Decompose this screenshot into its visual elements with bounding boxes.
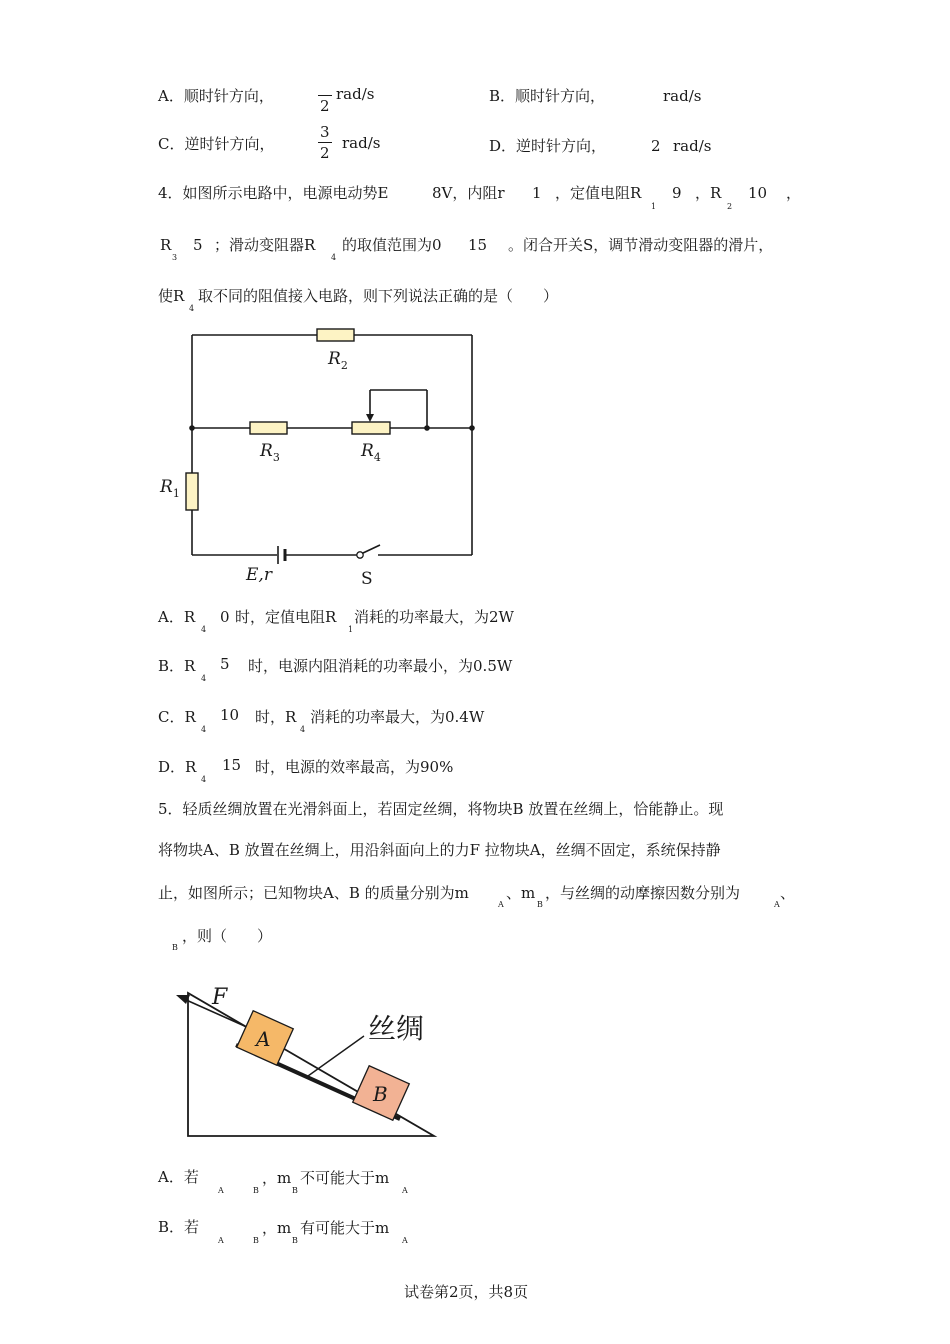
q3-c-fraction-bar xyxy=(318,142,332,143)
switch-contact xyxy=(357,552,363,558)
q3-c-numerator: 3 xyxy=(320,123,330,141)
q4-line3-a: 使R xyxy=(158,287,185,305)
q3-a-denominator: 2 xyxy=(320,97,330,115)
label-source: E,r xyxy=(246,565,272,585)
q4-line2-e: 15 xyxy=(468,236,488,254)
q5-a-post: 不可能大于m xyxy=(300,1169,390,1187)
silk-label: 丝绸 xyxy=(368,1012,425,1045)
q4-c-pre: C．R xyxy=(158,708,196,726)
junction-slider xyxy=(424,425,430,431)
q4-d-val: 15 xyxy=(222,756,242,774)
label-r4: $R_4$ xyxy=(361,441,381,464)
q4-d-pre: D．R xyxy=(158,758,197,776)
junction-left xyxy=(189,425,195,431)
q5-line3-a: 止，如图所示；已知物块A、B 的质量分别为m xyxy=(158,884,469,902)
q3-a-fraction-bar xyxy=(318,95,332,96)
q4-line2-f: 。闭合开关S，调节滑动变阻器的滑片， xyxy=(508,236,774,254)
q5-sub-a: A xyxy=(498,900,504,909)
q5-b-mu-sub-a: A xyxy=(218,1236,224,1245)
label-r1: $R_1$ xyxy=(160,477,180,500)
q3-d-label: D．逆时针方向， xyxy=(489,137,607,155)
q4-sub-2: 2 xyxy=(727,202,733,211)
q3-a-unit: rad/s xyxy=(336,85,375,103)
q4-line3-sub: 4 xyxy=(189,304,195,313)
page-footer: 试卷第2页，共8页 xyxy=(404,1283,529,1301)
q4-sub-4: 4 xyxy=(331,253,337,262)
q5-line3-c: ，与丝绸的动摩擦因数分别为 xyxy=(545,884,741,902)
resistor-r1 xyxy=(186,473,198,510)
q5-a-sub-b: B xyxy=(292,1186,298,1195)
resistor-r2 xyxy=(317,329,354,341)
q4-line2-c: ；滑动变阻器R xyxy=(214,236,316,254)
q4-line1-f: ，R xyxy=(695,184,722,202)
q5-mu-sub-b: B xyxy=(172,943,178,952)
q3-d-unit: rad/s xyxy=(673,137,712,155)
q5-a-mu-sub-a: A xyxy=(218,1186,224,1195)
q5-b-sub-b: B xyxy=(292,1236,298,1245)
q3-b-unit: rad/s xyxy=(663,87,702,105)
q4-a-pre: A．R xyxy=(158,608,196,626)
q4-line1-e: 9 xyxy=(672,184,682,202)
q5-sub-b: B xyxy=(537,900,543,909)
label-switch: S xyxy=(361,569,373,589)
q5-a-mu-sub-b: B xyxy=(253,1186,259,1195)
q4-line2-b: 5 xyxy=(193,236,203,254)
q5-b-post: 有可能大于m xyxy=(300,1219,390,1237)
label-r2: $R_2$ xyxy=(328,349,348,372)
q4-c-sub-r4: 4 xyxy=(300,725,306,734)
q4-c-post: 时，R xyxy=(255,708,297,726)
q5-line4: ，则（ ） xyxy=(182,927,273,945)
q4-c-post2: 消耗的功率最大，为0.4W xyxy=(310,708,485,726)
q4-c-val: 10 xyxy=(220,706,240,724)
q4-b-pre: B．R xyxy=(158,657,196,675)
q4-line1-h: ， xyxy=(786,184,802,202)
q3-b-label: B．顺时针方向， xyxy=(489,87,606,105)
q5-line3-b: 、m xyxy=(506,884,536,902)
q4-line1-g: 10 xyxy=(748,184,768,202)
q3-c-unit: rad/s xyxy=(342,134,381,152)
q4-line3-b: 取不同的阻值接入电路，则下列说法正确的是（ ） xyxy=(198,287,559,305)
q4-d-post: 时，电源的效率最高，为90% xyxy=(255,758,454,776)
resistor-r4 xyxy=(352,422,390,434)
junction-right xyxy=(469,425,475,431)
q4-line2-d: 的取值范围为0 xyxy=(342,236,442,254)
block-b-label: B xyxy=(373,1082,388,1106)
q4-d-sub: 4 xyxy=(201,775,207,784)
q5-b-pre: B．若 xyxy=(158,1218,200,1236)
q4-b-sub: 4 xyxy=(201,674,207,683)
q5-b-sub-a: A xyxy=(402,1236,408,1245)
q5-mu-sub-a: A xyxy=(774,900,780,909)
q5-line1: 5．轻质丝绸放置在光滑斜面上，若固定丝绸，将物块B 放置在丝绸上，恰能静止。现 xyxy=(158,800,724,818)
q4-b-post: 时，电源内阻消耗的功率最小，为0.5W xyxy=(248,657,513,675)
q5-line2: 将物块A、B 放置在丝绸上，用沿斜面向上的力F 拉物块A，丝绸不固定，系统保持静 xyxy=(158,841,721,859)
q4-line1-c: 1 xyxy=(532,184,542,202)
block-a-label: A xyxy=(256,1027,271,1051)
q5-a-pre: A．若 xyxy=(158,1168,199,1186)
q4-c-sub: 4 xyxy=(201,725,207,734)
force-label: F xyxy=(212,985,228,1010)
silk-leader-line xyxy=(308,1036,364,1076)
q5-line3-d: 、 xyxy=(780,884,796,902)
q5-b-mu-sub-b: B xyxy=(253,1236,259,1245)
q4-a-post2: 消耗的功率最大，为2W xyxy=(354,608,514,626)
q4-sub-1: 1 xyxy=(651,202,657,211)
q4-sub-3: 3 xyxy=(172,253,178,262)
q5-b-mid: ，m xyxy=(262,1219,292,1237)
q4-a-val: 0 xyxy=(220,608,230,626)
q4-a-sub: 4 xyxy=(201,625,207,634)
q3-d-coefficient: 2 xyxy=(651,137,661,155)
q3-a-label: A．顺时针方向， xyxy=(158,87,274,105)
q4-line1-a: 4．如图所示电路中，电源电动势E xyxy=(158,184,389,202)
q4-line1-d: ，定值电阻R xyxy=(555,184,642,202)
q4-a-post: 时，定值电阻R xyxy=(235,608,337,626)
q3-c-denominator: 2 xyxy=(320,144,330,162)
q5-a-mid: ，m xyxy=(262,1169,292,1187)
q5-a-sub-a: A xyxy=(402,1186,408,1195)
resistor-r3 xyxy=(250,422,287,434)
q3-c-label: C．逆时针方向， xyxy=(158,135,275,153)
label-r3: $R_3$ xyxy=(260,441,280,464)
q4-b-val: 5 xyxy=(220,655,230,673)
q4-a-sub-r1: 1 xyxy=(348,625,354,634)
slider-arrow-icon xyxy=(366,414,374,422)
q4-line2-a: R xyxy=(160,236,172,254)
circuit-diagram xyxy=(150,320,500,595)
q4-line1-b: 8V，内阻r xyxy=(432,184,505,202)
incline-diagram xyxy=(168,978,448,1143)
